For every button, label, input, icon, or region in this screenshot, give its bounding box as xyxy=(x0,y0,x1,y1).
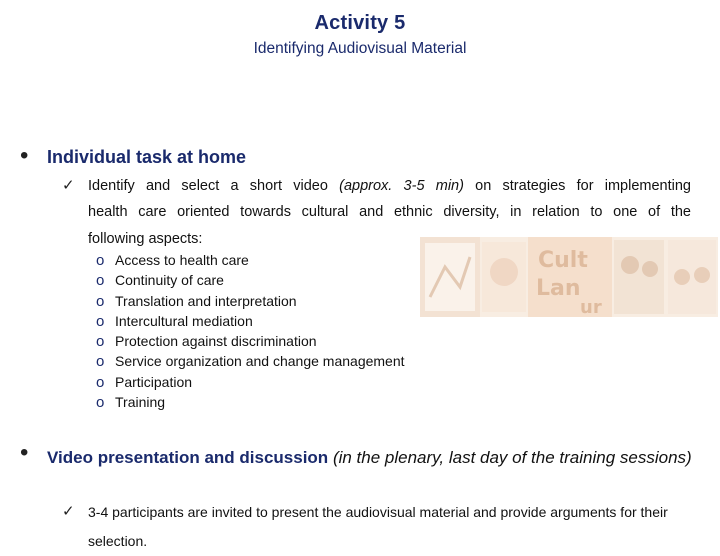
section1-heading: Individual task at home xyxy=(47,147,247,167)
bullet-icon: • xyxy=(20,439,29,466)
circle-bullet-icon: o xyxy=(96,272,105,290)
task-line-3: following aspects: xyxy=(88,231,203,247)
list-item: o Access to health care xyxy=(96,252,249,269)
list-item: o Participation xyxy=(96,373,193,391)
list-item: o Intercultural mediation xyxy=(96,312,253,330)
task-line-2: health care oriented towards cultural and ethnic diversity, in relation to one of the xyxy=(88,204,691,220)
list-item: o Translation and interpretation xyxy=(96,292,297,310)
checkmark-icon: ✓ xyxy=(62,503,75,520)
task-line-1-duration: (approx. 3-5 min) xyxy=(339,178,464,194)
circle-bullet-icon: o xyxy=(96,312,105,330)
slide-subtitle: Identifying Audiovisual Material xyxy=(253,40,467,57)
task-line-1-a: Identify and select a short video xyxy=(88,178,328,194)
circle-bullet-icon: o xyxy=(96,252,105,269)
circle-bullet-icon: o xyxy=(96,373,105,391)
list-item: o Service organization and change management xyxy=(96,353,405,371)
section2-heading xyxy=(47,443,692,472)
section2-heading-bold: Video presentation and discussion xyxy=(47,448,329,467)
list-item: o Training xyxy=(96,394,166,412)
circle-bullet-icon: o xyxy=(96,394,105,412)
collage-text-3: ur xyxy=(580,297,602,317)
section2-task: 3-4 participants are invited to present the audiovisual material and provide arguments for their selection. xyxy=(88,504,668,549)
slide-title: Activity 5 xyxy=(314,12,406,34)
list-item: o Protection against discrimination xyxy=(96,333,317,351)
section2-heading-note: (in the plenary, last day of the training sessions) xyxy=(332,448,692,467)
list-item: o Continuity of care xyxy=(96,272,224,290)
aspects-list xyxy=(96,250,405,412)
bullet-icon: • xyxy=(20,142,29,169)
task-line-1-c: on strategies for implementing xyxy=(475,178,691,194)
checkmark-icon: ✓ xyxy=(62,177,75,194)
collage-text-2: Lan xyxy=(536,276,581,301)
circle-bullet-icon: o xyxy=(96,333,105,351)
task-line-1 xyxy=(88,172,691,200)
circle-bullet-icon: o xyxy=(96,353,105,371)
collage-text-1: Cult xyxy=(538,248,588,273)
circle-bullet-icon: o xyxy=(96,292,105,310)
